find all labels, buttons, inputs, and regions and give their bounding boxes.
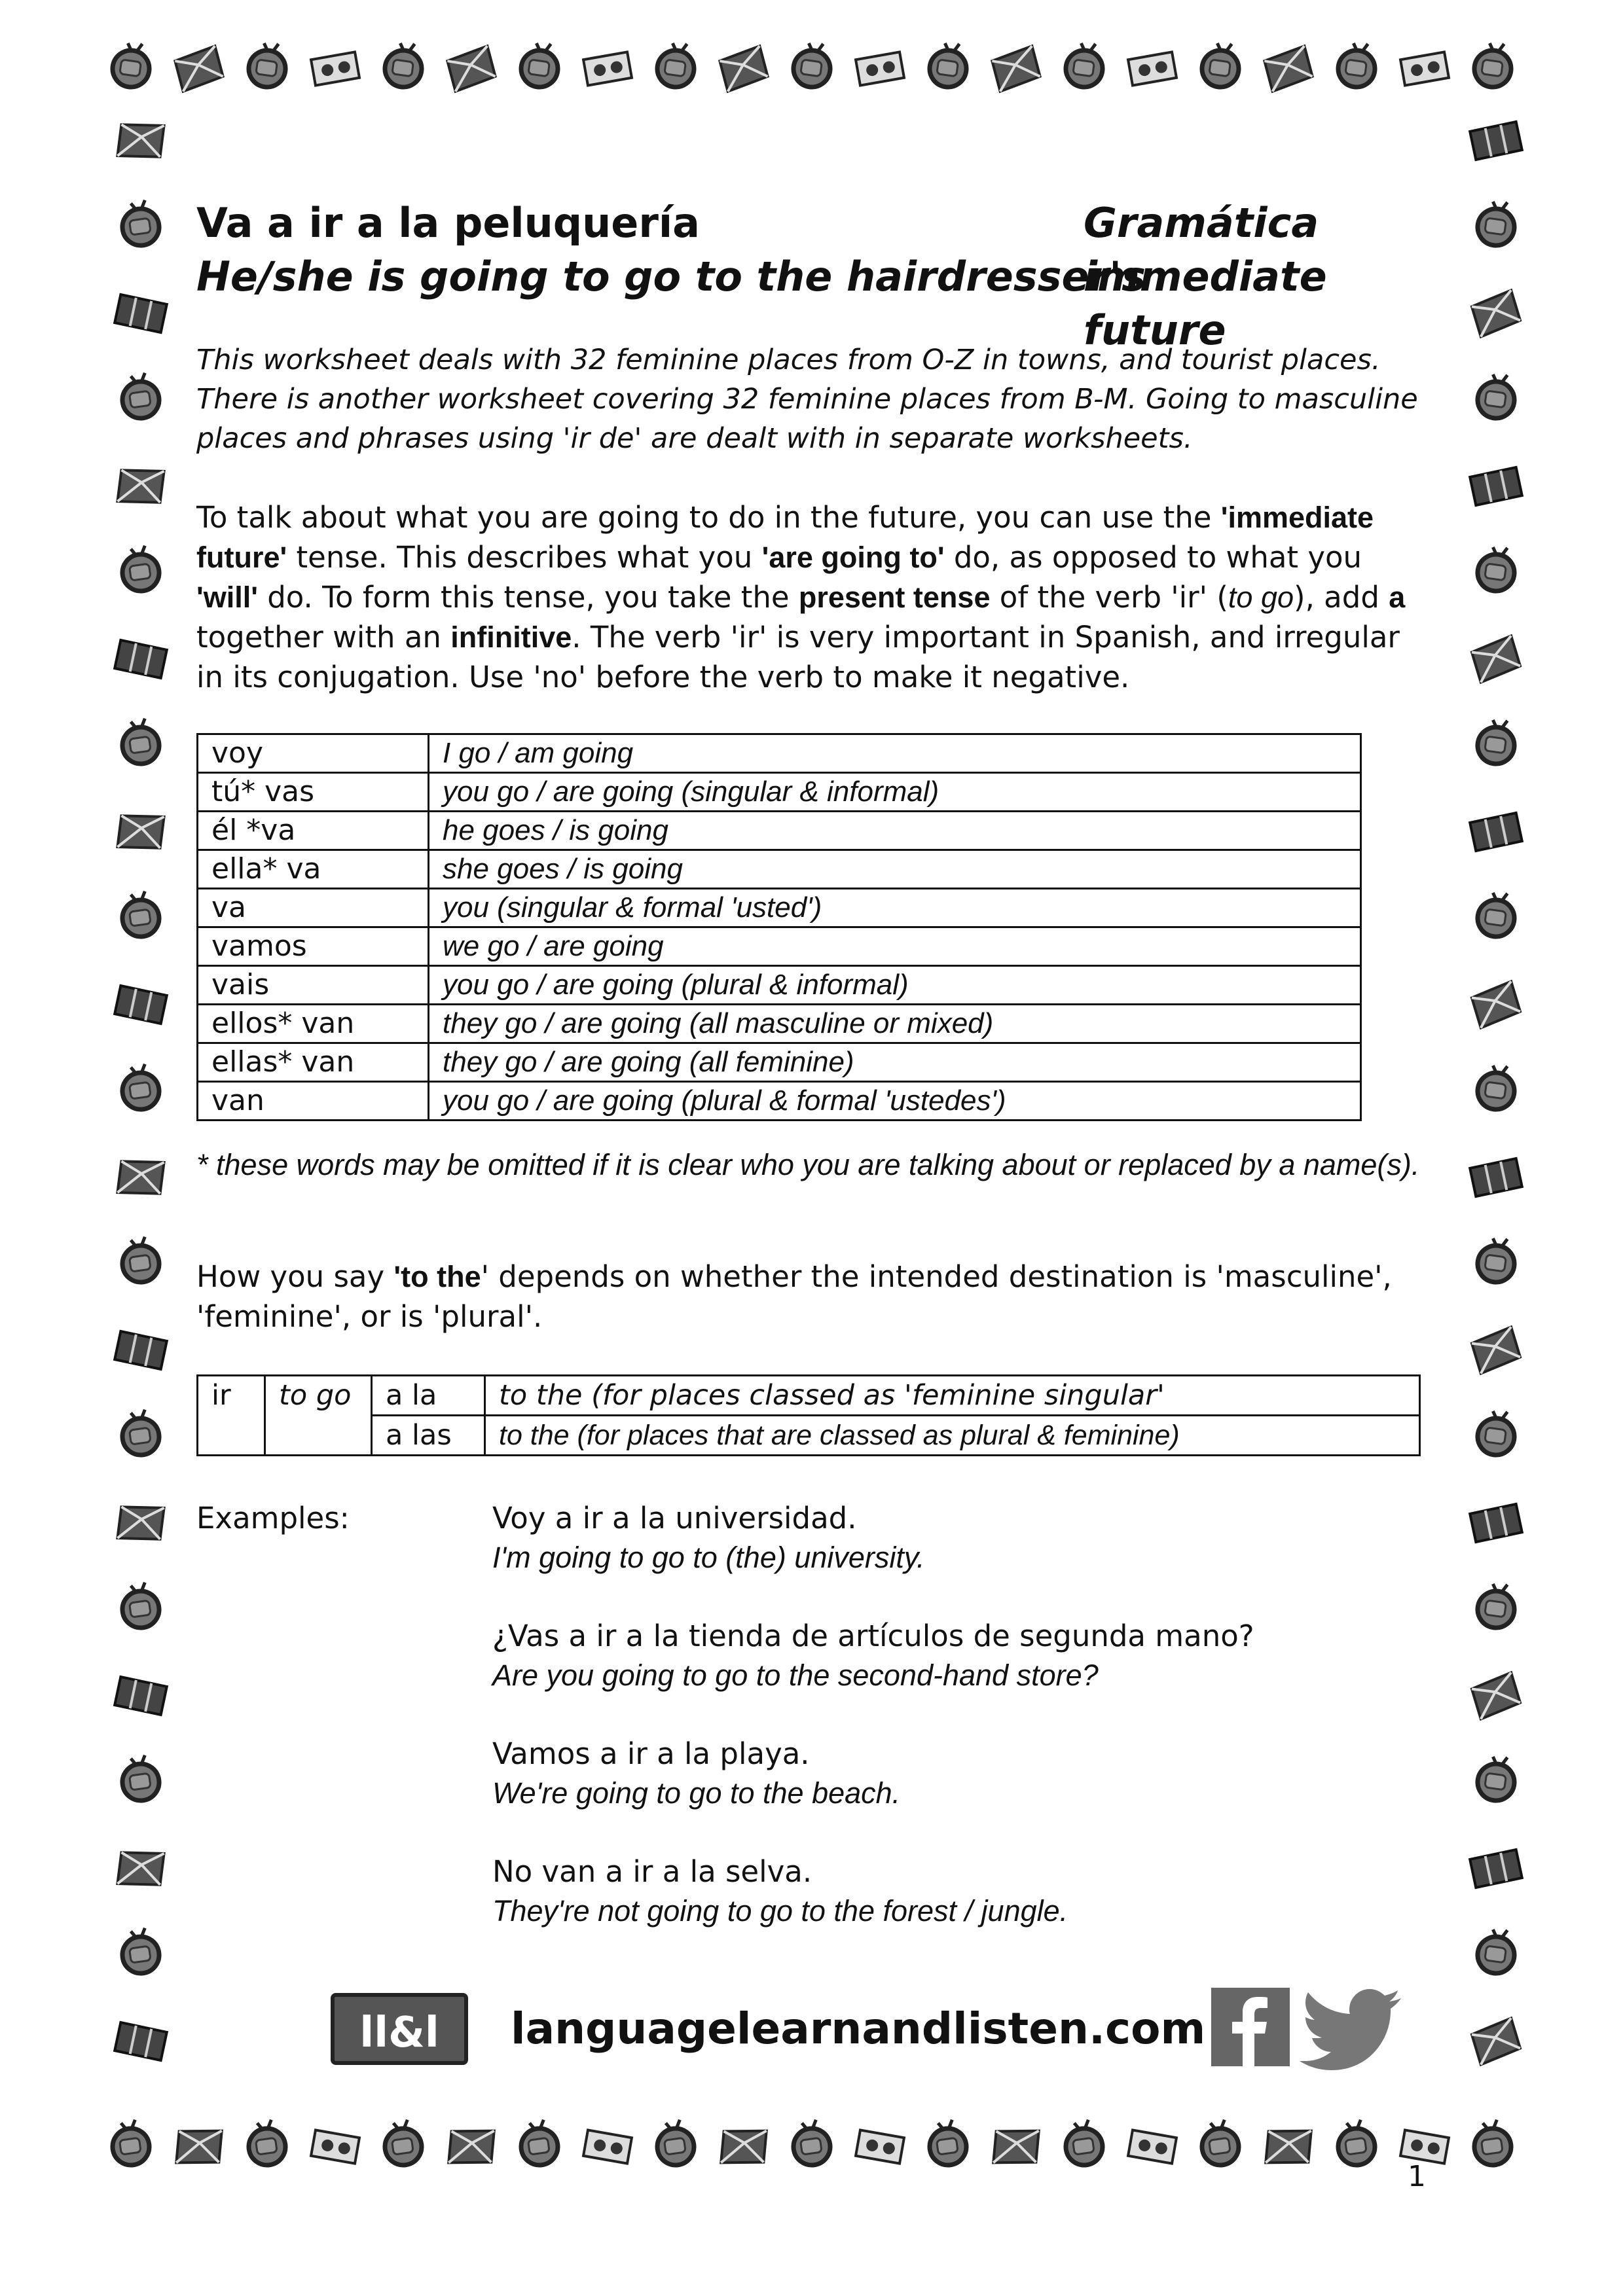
tv-icon (655, 40, 697, 89)
tv-icon (926, 2118, 969, 2167)
tv-icon (1475, 717, 1518, 766)
tv-icon (1475, 198, 1518, 247)
book-icon (1470, 122, 1522, 160)
italic-term: to go (1228, 581, 1294, 614)
bill-icon (1128, 52, 1176, 85)
tv-icon (1336, 40, 1378, 89)
text-run: ' depends on whether the intended destination is 'masculine', 'feminine', or is 'plural'. (196, 1259, 1392, 1334)
book-icon (1470, 467, 1522, 505)
spanish-form-cell: vamos (198, 927, 429, 966)
example-item (492, 1852, 1422, 1931)
text-run: for places classed as 'feminine singular' (602, 1379, 1165, 1412)
book-icon (115, 986, 167, 1024)
tv-icon (1475, 1235, 1518, 1284)
book-icon (1470, 1850, 1522, 1888)
examples-label: Examples: (196, 1501, 350, 1535)
english-meaning-cell: you (singular & formal 'usted') (429, 889, 1361, 927)
spanish-form-cell: vais (198, 966, 429, 1005)
flag-icon (1263, 2124, 1313, 2170)
flag-icon (1263, 46, 1313, 92)
tv-icon (119, 544, 162, 593)
spanish-form-cell: ellas* van (198, 1043, 429, 1082)
english-meaning-cell: she goes / is going (429, 850, 1361, 889)
spanish-form-cell: voy (198, 734, 429, 773)
bold-term: 'will' (196, 581, 258, 614)
example-english: They're not going to go to the forest / jungle. (492, 1894, 1068, 1928)
tv-icon (1199, 2118, 1241, 2167)
flag-icon (718, 46, 769, 92)
flag-icon (1470, 1672, 1522, 1720)
tv-icon (110, 40, 153, 89)
english-cell: to the (for places that are classed as plural & feminine) (485, 1416, 1420, 1456)
flag-icon (991, 46, 1041, 92)
flag-icon (1470, 2018, 1522, 2066)
english-cell (485, 1376, 1420, 1416)
tv-icon (382, 2118, 424, 2167)
tv-icon (1335, 2118, 1377, 2167)
flag-icon (446, 2124, 496, 2170)
tv-icon (1475, 1926, 1518, 1975)
tv-icon (791, 40, 833, 89)
tv-icon (246, 40, 289, 89)
tv-icon (1472, 40, 1514, 89)
book-icon (1470, 813, 1522, 851)
table-row (198, 966, 1361, 1005)
example-english: Are you going to go to the second-hand store? (492, 1659, 1099, 1692)
book-icon (115, 295, 167, 332)
tv-icon (1475, 371, 1518, 420)
tv-icon (246, 2118, 288, 2167)
book-icon (1470, 1504, 1522, 1542)
title-right (1084, 196, 1427, 357)
tv-icon (119, 1408, 162, 1457)
example-english: I'm going to go to (the) university. (492, 1541, 925, 1574)
tv-icon (1475, 889, 1518, 939)
flag-icon (115, 1154, 167, 1202)
text-run: ), add (1294, 580, 1389, 615)
meaning-cell: to go (265, 1376, 372, 1456)
category-label: Gramática (1084, 199, 1319, 247)
footnote: * these words may be omitted if it is clear who you are talking about or replaced by a name(s). (196, 1148, 1420, 1181)
tv-icon (1475, 1062, 1518, 1111)
table-row (198, 1376, 1420, 1416)
example-spanish: ¿Vas a ir a la tienda de artículos de segunda mano? (492, 1619, 1254, 1653)
text-run: together with an (196, 620, 451, 655)
book-icon (115, 2022, 167, 2060)
tv-icon (382, 40, 425, 89)
english-meaning-cell: they go / are going (all masculine or mixed) (429, 1005, 1361, 1043)
spanish-form-cell: van (198, 1082, 429, 1121)
bill-icon (583, 52, 632, 85)
table-row (198, 1005, 1361, 1043)
facebook-icon[interactable] (1211, 1988, 1290, 2066)
spanish-form-cell: tú* vas (198, 773, 429, 812)
english-meaning-cell: we go / are going (429, 927, 1361, 966)
bill-icon (311, 2130, 359, 2163)
book-icon (115, 1677, 167, 1715)
tv-icon (1475, 544, 1518, 593)
text-run: How you say (196, 1259, 394, 1294)
table-row (198, 927, 1361, 966)
english-meaning-cell: you go / are going (plural & informal) (429, 966, 1361, 1005)
website-link[interactable]: languagelearnandlisten.com (511, 2003, 1206, 2054)
flag-icon (1470, 636, 1522, 683)
example-item (492, 1734, 1422, 1813)
tv-icon (927, 40, 970, 89)
title-english: He/she is going to go to the hairdresser's (196, 253, 1146, 300)
bill-icon (1400, 52, 1449, 85)
to-the-paragraph (196, 1257, 1427, 1336)
text-run: do, as opposed to what you (944, 540, 1362, 575)
bold-term: present tense (798, 581, 991, 614)
conjugation-table (196, 733, 1362, 1121)
flag-icon (115, 1499, 167, 1547)
english-meaning-cell: I go / am going (429, 734, 1361, 773)
english-meaning-cell: you go / are going (plural & formal 'ustedes') (429, 1082, 1361, 1121)
bill-icon (856, 2130, 904, 2163)
spanish-form-cell: él *va (198, 812, 429, 850)
table-row (198, 850, 1361, 889)
subcategory-label: immediate future (1084, 253, 1327, 354)
table-row (198, 889, 1361, 927)
spanish-form-cell: va (198, 889, 429, 927)
flag-icon (173, 46, 224, 92)
english-meaning-cell: he goes / is going (429, 812, 1361, 850)
book-icon (1470, 1158, 1522, 1196)
bill-icon (856, 52, 904, 85)
explanation-paragraph (196, 497, 1427, 697)
example-item (492, 1617, 1422, 1695)
text-run: tense. This describes what you (287, 540, 762, 575)
tv-icon (1471, 2118, 1514, 2167)
page-number: 1 (1408, 2160, 1426, 2193)
bill-icon (1128, 2130, 1176, 2163)
tv-icon (119, 717, 162, 766)
tv-icon (519, 40, 561, 89)
flag-icon (1470, 981, 1522, 1029)
tv-icon (119, 1581, 162, 1630)
tv-icon (1475, 1581, 1518, 1630)
text-run: of the verb 'ir' ( (990, 580, 1228, 615)
intro-text: This worksheet deals with 32 feminine places from O-Z in towns, and tourist places. There is another worksheet covering 32 feminine places from B-M. Going to masculine places and phrases using 'ir de' are dealt with in separate worksheets. (196, 344, 1418, 455)
tv-icon (119, 1753, 162, 1803)
flag-icon (115, 808, 167, 856)
english-meaning-cell: they go / are going (all feminine) (429, 1043, 1361, 1082)
book-icon (115, 640, 167, 678)
article-table (196, 1374, 1421, 1456)
flag-icon (115, 117, 167, 165)
spanish-form-cell: ellos* van (198, 1005, 429, 1043)
bold-term: a (1389, 581, 1406, 614)
tv-icon (119, 1235, 162, 1284)
tv-icon (654, 2118, 697, 2167)
flag-icon (1470, 1327, 1522, 1374)
brand-logo[interactable]: ll&l (331, 1993, 468, 2065)
verb-cell: ir (198, 1376, 265, 1456)
bold-term: 'are going to' (761, 541, 945, 574)
bold-term: 'to the (393, 1260, 481, 1293)
tv-icon (1063, 40, 1106, 89)
text-run: do. To form this tense, you take the (257, 580, 799, 615)
tv-icon (1063, 2118, 1105, 2167)
table-row (198, 1082, 1361, 1121)
bold-term: 'immediate future' (196, 501, 1374, 574)
english-meaning-cell: you go / are going (singular & informal) (429, 773, 1361, 812)
flag-icon (115, 463, 167, 511)
twitter-icon[interactable] (1300, 1986, 1404, 2072)
title-spanish: Va a ir a la peluquería (196, 199, 701, 247)
bill-icon (311, 52, 359, 85)
tv-icon (1475, 1753, 1518, 1803)
tv-icon (109, 2118, 152, 2167)
table-row (198, 734, 1361, 773)
title-left (196, 196, 1146, 304)
example-spanish: Voy a ir a la universidad. (492, 1501, 857, 1535)
book-icon (115, 1331, 167, 1369)
example-english: We're going to go to the beach. (492, 1776, 901, 1810)
tv-icon (790, 2118, 833, 2167)
table-row (198, 1043, 1361, 1082)
tv-icon (119, 198, 162, 247)
tv-icon (119, 1926, 162, 1975)
table-row (198, 773, 1361, 812)
flag-icon (991, 2124, 1041, 2170)
flag-icon (1470, 290, 1522, 338)
text-run: To talk about what you are going to do in the future, you can use the (196, 500, 1221, 535)
example-spanish: No van a ir a la selva. (492, 1854, 812, 1889)
example-spanish: Vamos a ir a la playa. (492, 1736, 810, 1771)
flag-icon (115, 1845, 167, 1893)
title-block (196, 196, 1427, 354)
examples-list (492, 1499, 1422, 1970)
footer (331, 1993, 1411, 2065)
article-cell: a la (372, 1376, 485, 1416)
flag-icon (718, 2124, 769, 2170)
spanish-form-cell: ella* va (198, 850, 429, 889)
tv-icon (119, 371, 162, 420)
bill-icon (583, 2130, 632, 2163)
bill-icon (1400, 2130, 1449, 2163)
article-cell: a las (372, 1416, 485, 1456)
text-run: to the ( (499, 1379, 602, 1412)
flag-icon (173, 2124, 224, 2170)
tv-icon (119, 889, 162, 939)
example-item (492, 1499, 1422, 1577)
bold-term: infinitive (450, 620, 572, 654)
flag-icon (446, 46, 496, 92)
tv-icon (119, 1062, 162, 1111)
table-row (198, 1416, 1420, 1456)
tv-icon (1475, 1408, 1518, 1457)
table-row (198, 812, 1361, 850)
text-run: . The verb 'ir' is very important in Spanish, and irregular in its conjugation. Use 'no' before the verb to make it negative. (196, 620, 1400, 694)
tv-icon (1199, 40, 1242, 89)
tv-icon (518, 2118, 560, 2167)
